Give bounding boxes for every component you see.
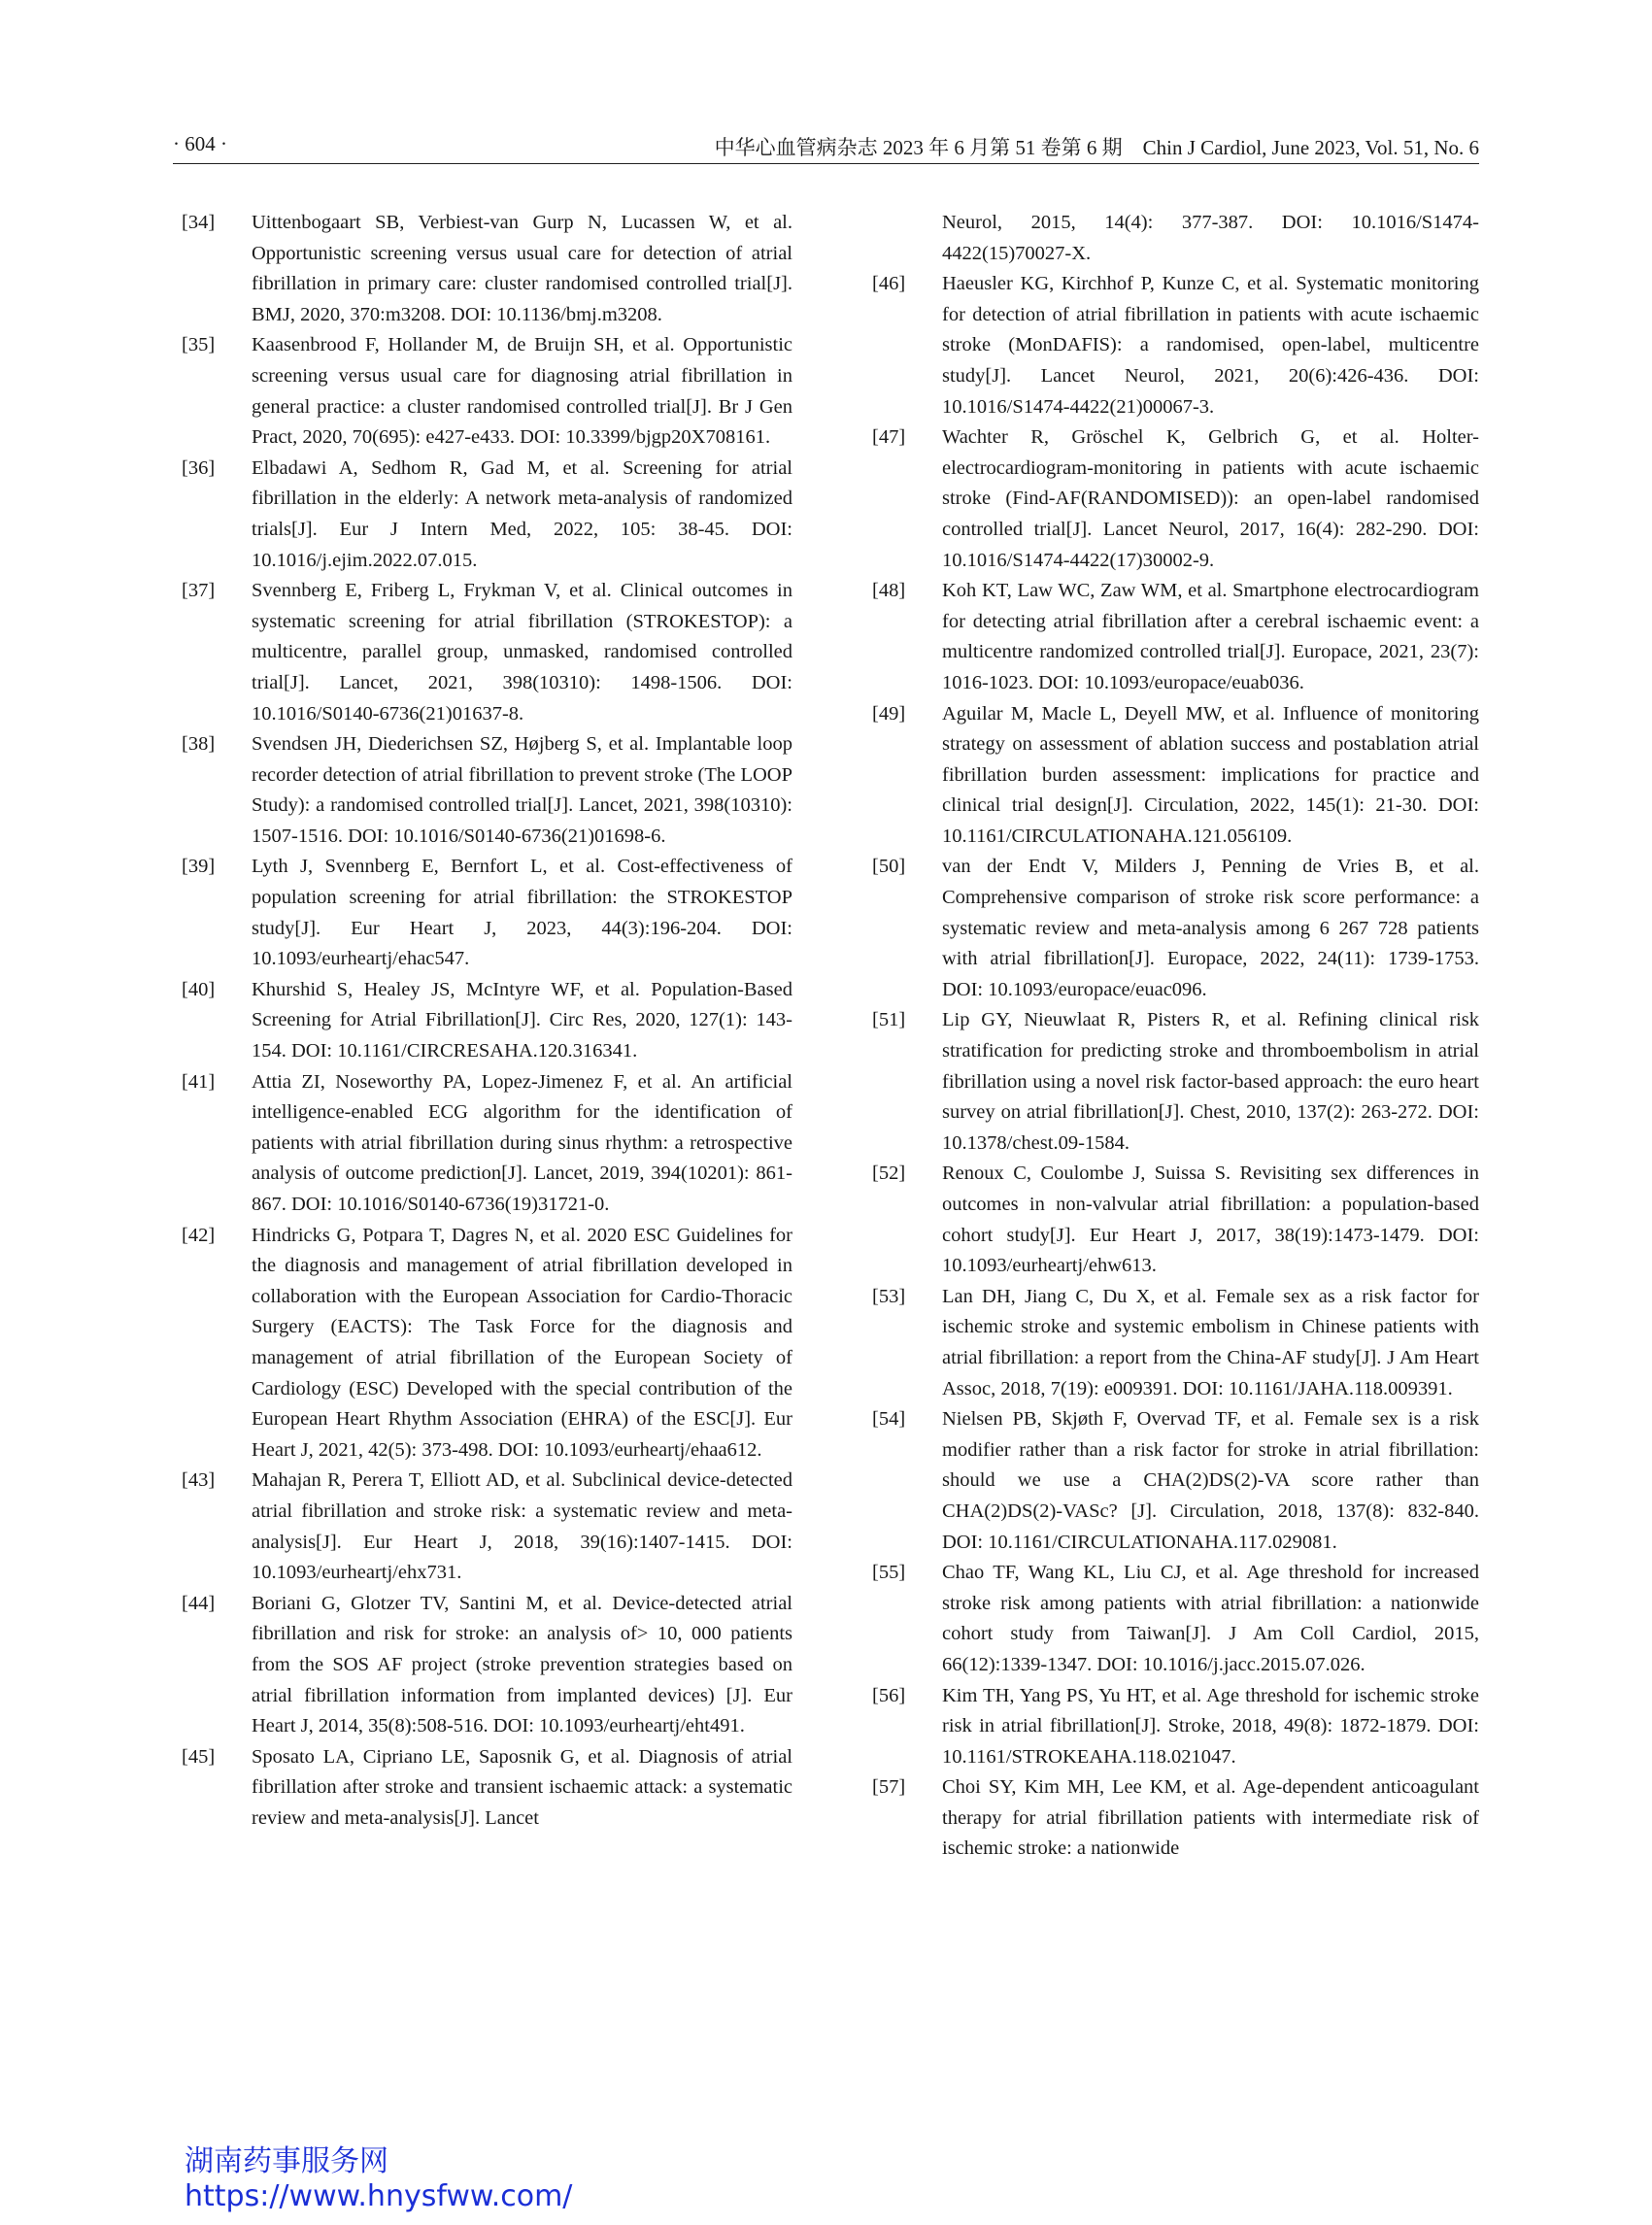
page-number: · 604 · xyxy=(173,132,227,155)
reference-number: [53] xyxy=(872,1285,906,1307)
reference-text: Kaasenbrood F, Hollander M, de Bruijn SH, et al. Opportunistic screening versus usual care for diagnosing atrial fibrillation in general practice: a cluster randomised controlled trial[J]. Br J Gen Pract, 2020, 70(695): e427-e433. DOI: 10.3399/bjgp20X708161. xyxy=(252,334,792,449)
reference-entry xyxy=(182,576,792,729)
reference-text: Hindricks G, Potpara T, Dagres N, et al. 2020 ESC Guidelines for the diagnosis and management of atrial fibrillation developed in collaboration with the European Association for Cardio-Thoracic Surgery (EACTS): The Task Force for the diagnosis and management of atrial fibrillation of the European Society of Cardiology (ESC) Developed with the special contribution of the European Heart Rhythm Association (EHRA) of the ESC[J]. Eur Heart J, 2021, 42(5): 373-498. DOI: 10.1093/eurheartj/ehaa612. xyxy=(252,1224,792,1461)
reference-text: Elbadawi A, Sedhom R, Gad M, et al. Screening for atrial fibrillation in the elderly: A network meta-analysis of randomized trials[J]. Eur J Intern Med, 2022, 105: 38-45. DOI: 10.1016/j.ejim.2022.07.015. xyxy=(252,456,792,571)
reference-text: Mahajan R, Perera T, Elliott AD, et al. Subclinical device-detected atrial fibrillation and stroke risk: a systematic review and meta-analysis[J]. Eur Heart J, 2018, 39(16):1407-1415. DOI: 10.1093/eurheartj/ehx731. xyxy=(252,1469,792,1584)
reference-text: Renoux C, Coulombe J, Suissa S. Revisiting sex differences in outcomes in non-valvular atrial fibrillation: a population-based cohort study[J]. Eur Heart J, 2017, 38(19):1473-1479. DOI: 10.1093/eurheartj/ehw613. xyxy=(942,1163,1479,1277)
reference-entry xyxy=(182,1742,792,1835)
reference-text: Haeusler KG, Kirchhof P, Kunze C, et al. Systematic monitoring for detection of atrial fibrillation in patients with acute ischaemic stroke (MonDAFIS): a randomised, open-label, multicentre study[J]. Lancet Neurol, 2021, 20(6):426-436. DOI: 10.1016/S1474-4422(21)00067-3. xyxy=(942,273,1479,418)
reference-text: Khurshid S, Healey JS, McIntyre WF, et al. Population-Based Screening for Atrial Fibrillation[J]. Circ Res, 2020, 127(1): 143-154. DOI: 10.1161/CIRCRESAHA.120.316341. xyxy=(252,978,792,1062)
reference-number: [57] xyxy=(872,1776,906,1799)
reference-number: [52] xyxy=(872,1163,906,1185)
references-left-column xyxy=(182,208,792,1834)
reference-text: Choi SY, Kim MH, Lee KM, et al. Age-dependent anticoagulant therapy for atrial fibrillation patients with intermediate risk of ischemic stroke: a nationwide xyxy=(942,1776,1479,1860)
reference-number: [51] xyxy=(872,1009,906,1031)
reference-text: Aguilar M, Macle L, Deyell MW, et al. Influence of monitoring strategy on assessment of ablation success and postablation atrial fibrillation burden assessment: implications for practice and clinical trial design[J]. Circulation, 2022, 145(1): 21-30. DOI: 10.1161/CIRCULATIONAHA.121.056109. xyxy=(942,702,1479,847)
reference-entry xyxy=(182,1589,792,1742)
reference-entry xyxy=(872,852,1479,1005)
reference-entry xyxy=(872,422,1479,576)
reference-number: [34] xyxy=(182,212,216,233)
reference-text: Kim TH, Yang PS, Yu HT, et al. Age threshold for ischemic stroke risk in atrial fibrillation[J]. Stroke, 2018, 49(8): 1872-1879. DOI: 10.1161/STROKEAHA.118.021047. xyxy=(942,1684,1479,1768)
reference-entry xyxy=(182,208,792,330)
reference-entry xyxy=(872,1159,1479,1281)
reference-entry xyxy=(872,1772,1479,1865)
reference-entry xyxy=(872,1681,1479,1773)
reference-entry xyxy=(182,852,792,974)
running-header xyxy=(173,132,1479,164)
reference-number: [47] xyxy=(872,426,906,449)
reference-text: Lan DH, Jiang C, Du X, et al. Female sex as a risk factor for ischemic stroke and systemic embolism in Chinese patients with atrial fibrillation: a report from the China-AF study[J]. J Am Heart Assoc, 2018, 7(19): e009391. DOI: 10.1161/JAHA.118.009391. xyxy=(942,1285,1479,1399)
reference-entry xyxy=(872,1558,1479,1680)
reference-entry xyxy=(872,208,1479,269)
reference-entry xyxy=(182,1221,792,1466)
reference-entry xyxy=(182,454,792,576)
reference-entry xyxy=(182,975,792,1067)
reference-number: [43] xyxy=(182,1469,216,1492)
reference-number: [38] xyxy=(182,733,216,756)
reference-number: [42] xyxy=(182,1224,216,1246)
reference-entry xyxy=(872,576,1479,698)
references-right-column xyxy=(872,208,1479,1865)
reference-number: [49] xyxy=(872,702,906,725)
reference-entry xyxy=(872,1282,1479,1404)
reference-text: Chao TF, Wang KL, Liu CJ, et al. Age threshold for increased stroke risk among patients with atrial fibrillation: a nationwide cohort study from Taiwan[J]. J Am Coll Cardiol, 2015, 66(12):1339-1347. DOI: 10.1016/j.jacc.2015.07.026. xyxy=(942,1562,1479,1675)
watermark xyxy=(185,2144,572,2214)
reference-number: [56] xyxy=(872,1684,906,1706)
reference-number: [41] xyxy=(182,1070,216,1093)
reference-number: [35] xyxy=(182,334,216,356)
reference-number: [50] xyxy=(872,856,906,878)
reference-text: Boriani G, Glotzer TV, Santini M, et al. Device-detected atrial fibrillation and risk for stroke: an analysis of> 10, 000 patients from the SOS AF project (stroke prevention strategies based on atrial fibrillation information from implanted devices) [J]. Eur Heart J, 2014, 35(8):508-516. DOI: 10.1093/eurheartj/eht491. xyxy=(252,1592,792,1737)
reference-entry xyxy=(872,1404,1479,1558)
reference-entry xyxy=(182,1067,792,1221)
reference-text: Svendsen JH, Diederichsen SZ, Højberg S, et al. Implantable loop recorder detection of atrial fibrillation to prevent stroke (The LOOP Study): a randomised controlled trial[J]. Lancet, 2021, 398(10310): 1507-1516. DOI: 10.1016/S0140-6736(21)01698-6. xyxy=(252,733,792,847)
reference-entry xyxy=(872,269,1479,422)
journal-citation: 中华心血管病杂志 2023 年 6 月第 51 卷第 6 期 Chin J Cardiol, June 2023, Vol. 51, No. 6 xyxy=(714,136,1479,159)
reference-text: Lip GY, Nieuwlaat R, Pisters R, et al. Refining clinical risk stratification for predicting stroke and thromboembolism in atrial fibrillation using a novel risk factor-based approach: the euro heart survey on atrial fibrillation[J]. Chest, 2010, 137(2): 263-272. DOI: 10.1378/chest.09-1584. xyxy=(942,1009,1479,1154)
reference-number: [44] xyxy=(182,1592,216,1614)
reference-entry xyxy=(182,330,792,453)
reference-number: [46] xyxy=(872,273,906,295)
watermark-url[interactable]: https://www.hnysfww.com/ xyxy=(185,2179,573,2213)
reference-text: Wachter R, Gröschel K, Gelbrich G, et al. Holter-electrocardiogram-monitoring in patients with acute ischaemic stroke (Find-AF(RANDOMISED)): an open-label randomised controlled trial[J]. Lancet Neurol, 2017, 16(4): 282-290. DOI: 10.1016/S1474-4422(17)30002-9. xyxy=(942,426,1479,571)
reference-entry xyxy=(872,699,1479,853)
reference-text: van der Endt V, Milders J, Penning de Vries B, et al. Comprehensive comparison of stroke risk score performance: a systematic review and meta-analysis among 6 267 728 patients with atrial fibrillation[J]. Europace, 2022, 24(11): 1739-1753. DOI: 10.1093/europace/euac096. xyxy=(942,856,1479,1000)
reference-text: Svennberg E, Friberg L, Frykman V, et al. Clinical outcomes in systematic screening for atrial fibrillation (STROKESTOP): a multicentre, parallel group, unmasked, randomised controlled trial[J]. Lancet, 2021, 398(10310): 1498-1506. DOI: 10.1016/S0140-6736(21)01637-8. xyxy=(252,580,792,725)
reference-number: [36] xyxy=(182,456,216,479)
reference-text: Lyth J, Svennberg E, Bernfort L, et al. Cost-effectiveness of population screening for atrial fibrillation: the STROKESTOP study[J]. Eur Heart J, 2023, 44(3):196-204. DOI: 10.1093/eurheartj/ehac547. xyxy=(252,856,792,970)
reference-text: Uittenbogaart SB, Verbiest-van Gurp N, Lucassen W, et al. Opportunistic screening versus usual care for detection of atrial fibrillation in primary care: cluster randomised controlled trial[J]. BMJ, 2020, 370:m3208. DOI: 10.1136/bmj.m3208. xyxy=(252,212,792,325)
reference-number: [55] xyxy=(872,1562,906,1584)
reference-number: [40] xyxy=(182,978,216,1000)
reference-text: Neurol, 2015, 14(4): 377-387. DOI: 10.1016/S1474-4422(15)70027-X. xyxy=(942,212,1479,264)
reference-number: [39] xyxy=(182,856,216,878)
reference-text: Sposato LA, Cipriano LE, Saposnik G, et al. Diagnosis of atrial fibrillation after stroke and transient ischaemic attack: a systematic review and meta-analysis[J]. Lancet xyxy=(252,1745,792,1829)
reference-entry xyxy=(182,729,792,852)
reference-number: [37] xyxy=(182,580,216,602)
reference-text: Koh KT, Law WC, Zaw WM, et al. Smartphone electrocardiogram for detecting atrial fibrillation after a cerebral ischaemic event: a multicentre randomized controlled trial[J]. Europace, 2021, 23(7): 1016-1023. DOI: 10.1093/europace/euab036. xyxy=(942,580,1479,693)
reference-text: Attia ZI, Noseworthy PA, Lopez-Jimenez F, et al. An artificial intelligence-enabled ECG algorithm for the identification of patients with atrial fibrillation during sinus rhythm: a retrospective analysis of outcome prediction[J]. Lancet, 2019, 394(10201): 861-867. DOI: 10.1016/S0140-6736(19)31721-0. xyxy=(252,1070,792,1215)
watermark-site-name: 湖南药事服务网 xyxy=(185,2144,388,2178)
reference-entry xyxy=(182,1466,792,1588)
reference-number: [48] xyxy=(872,580,906,602)
reference-number: [45] xyxy=(182,1745,216,1768)
reference-text: Nielsen PB, Skjøth F, Overvad TF, et al. Female sex is a risk modifier rather than a risk factor for stroke in atrial fibrillation: should we use a CHA(2)DS(2)-VA score rather than CHA(2)DS(2)-VASc? [J]. Circulation, 2018, 137(8): 832-840. DOI: 10.1161/CIRCULATIONAHA.117.029081. xyxy=(942,1408,1479,1553)
reference-entry xyxy=(872,1005,1479,1159)
reference-number: [54] xyxy=(872,1408,906,1431)
